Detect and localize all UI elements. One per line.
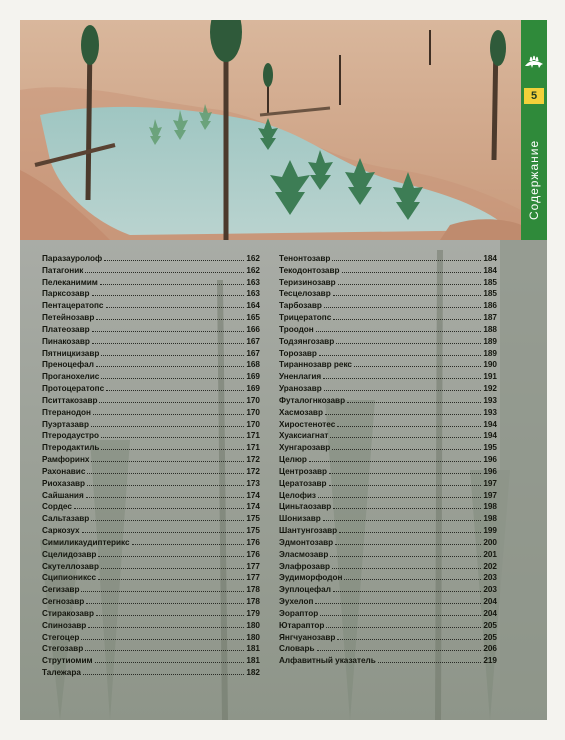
- entry-page: 206: [483, 644, 497, 654]
- entry-page: 175: [246, 514, 260, 524]
- dot-leader: [98, 579, 244, 580]
- dot-leader: [85, 272, 244, 273]
- index-entry: [42, 384, 260, 396]
- entry-page: 178: [246, 597, 260, 607]
- entry-name: Ютараптор: [279, 620, 325, 630]
- entry-page: 197: [483, 478, 497, 488]
- index-entry: [42, 467, 260, 479]
- book-page: [20, 20, 547, 720]
- entry-page: 197: [483, 490, 497, 500]
- entry-name: Эудиморфодон: [279, 573, 343, 583]
- entry-page: 162: [246, 265, 260, 275]
- entry-name: Птеродактиль: [42, 443, 100, 453]
- entry-name: Сордес: [42, 502, 72, 512]
- entry-name: Эухелоп: [279, 597, 314, 607]
- dot-leader: [333, 591, 481, 592]
- dot-leader: [74, 508, 244, 509]
- entry-name: Стегоцер: [42, 632, 80, 642]
- index-entry: [42, 597, 260, 609]
- index-entry: [279, 289, 497, 301]
- entry-page: 169: [246, 384, 260, 394]
- index-entry: [42, 313, 260, 325]
- index-entry: [42, 337, 260, 349]
- index-entry: [279, 443, 497, 455]
- index-entry: [279, 656, 497, 668]
- dot-leader: [326, 627, 481, 628]
- index-entry: [279, 585, 497, 597]
- entry-name: Янгчуанозавр: [279, 632, 336, 642]
- index-entry: [279, 526, 497, 538]
- entry-page: 174: [246, 490, 260, 500]
- entry-name: Симиликаудиптерикс: [42, 537, 130, 547]
- dot-leader: [329, 473, 481, 474]
- index-entry: [42, 325, 260, 337]
- dot-leader: [332, 568, 481, 569]
- entry-page: 172: [246, 466, 260, 476]
- index-entry: [279, 467, 497, 479]
- dot-leader: [95, 662, 245, 663]
- entry-page: 171: [246, 431, 260, 441]
- index-entry: [279, 266, 497, 278]
- dot-leader: [83, 674, 244, 675]
- index-entry: [42, 443, 260, 455]
- index-entry: [279, 609, 497, 621]
- dot-leader: [101, 355, 244, 356]
- dot-leader: [323, 520, 482, 521]
- entry-name: Пятницкизавр: [42, 348, 100, 358]
- dot-leader: [320, 615, 481, 616]
- index-entry: [279, 360, 497, 372]
- entry-page: 178: [246, 585, 260, 595]
- entry-page: 177: [246, 573, 260, 583]
- entry-page: 189: [483, 348, 497, 358]
- entry-name: Сегнозавр: [42, 597, 85, 607]
- entry-name: Торозавр: [279, 348, 317, 358]
- entry-name: Элафрозавр: [279, 561, 330, 571]
- dot-leader: [98, 556, 244, 557]
- entry-page: 167: [246, 348, 260, 358]
- dot-leader: [91, 520, 244, 521]
- landscape-illustration: [20, 20, 521, 240]
- index-entry: [42, 562, 260, 574]
- dot-leader: [87, 473, 244, 474]
- dot-leader: [335, 544, 481, 545]
- entry-page: 181: [246, 656, 260, 666]
- entry-page: 187: [483, 313, 497, 323]
- entry-name: Талежара: [42, 667, 81, 677]
- index-entry: [42, 538, 260, 550]
- entry-name: Тираннозавр рекс: [279, 360, 352, 370]
- entry-name: Стиракозавр: [42, 608, 94, 618]
- stegosaurus-icon: [524, 54, 544, 70]
- index-entry: [42, 585, 260, 597]
- entry-page: 168: [246, 360, 260, 370]
- entry-page: 169: [246, 372, 260, 382]
- dot-leader: [319, 355, 481, 356]
- dot-leader: [96, 615, 244, 616]
- index-entry: [42, 372, 260, 384]
- section-sidebar: [521, 20, 547, 242]
- entry-name: Тесцелозавр: [279, 289, 331, 299]
- entry-page: 199: [483, 526, 497, 536]
- index-entry: [42, 254, 260, 266]
- dot-leader: [338, 284, 482, 285]
- entry-name: Пситтакозавр: [42, 395, 98, 405]
- entry-name: Уненлагия: [279, 372, 322, 382]
- entry-name: Цератозавр: [279, 478, 327, 488]
- dot-leader: [332, 260, 481, 261]
- entry-name: Протоцератопс: [42, 384, 105, 394]
- dot-leader: [87, 485, 244, 486]
- entry-name: Рахонавис: [42, 466, 86, 476]
- entry-page: 163: [246, 277, 260, 287]
- entry-page: 205: [483, 620, 497, 630]
- index-entry: [279, 550, 497, 562]
- dot-leader: [106, 307, 245, 308]
- index-entry: [42, 514, 260, 526]
- index-entry: [279, 420, 497, 432]
- dot-leader: [101, 437, 244, 438]
- index-entry: [42, 633, 260, 645]
- entry-name: Сцелидозавр: [42, 549, 97, 559]
- entry-name: Патагоник: [42, 265, 84, 275]
- entry-name: Тарбозавр: [279, 301, 322, 311]
- index-entry: [42, 550, 260, 562]
- entry-page: 163: [246, 289, 260, 299]
- entry-name: Хунгарозавр: [279, 443, 331, 453]
- dot-leader: [378, 662, 482, 663]
- dot-leader: [92, 343, 244, 344]
- dot-leader: [337, 639, 481, 640]
- entry-page: 189: [483, 336, 497, 346]
- entry-page: 204: [483, 608, 497, 618]
- index-entry: [42, 491, 260, 503]
- entry-page: 164: [246, 301, 260, 311]
- index-entry: [279, 431, 497, 443]
- index-entry: [279, 597, 497, 609]
- entry-name: Проганохелис: [42, 372, 100, 382]
- index-area: [20, 240, 547, 720]
- entry-page: 196: [483, 455, 497, 465]
- entry-name: Текодонтозавр: [279, 265, 340, 275]
- dot-leader: [330, 556, 481, 557]
- dot-leader: [318, 497, 481, 498]
- entry-name: Пуэртазавр: [42, 419, 89, 429]
- entry-page: 185: [483, 289, 497, 299]
- index-entry: [279, 254, 497, 266]
- entry-page: 182: [246, 667, 260, 677]
- index-entry: [42, 301, 260, 313]
- dot-leader: [315, 603, 481, 604]
- entry-name: Уранозавр: [279, 384, 322, 394]
- entry-name: Птеранодон: [42, 407, 91, 417]
- entry-name: Эдмонтозавр: [279, 537, 334, 547]
- entry-page: 193: [483, 395, 497, 405]
- entry-name: Тенонтозавр: [279, 254, 331, 263]
- entry-name: Сципиониксc: [42, 573, 97, 583]
- index-entry: [279, 278, 497, 290]
- dot-leader: [330, 437, 481, 438]
- dot-leader: [92, 331, 245, 332]
- entry-name: Паразауролоф: [42, 254, 103, 263]
- entry-page: 194: [483, 431, 497, 441]
- dot-leader: [100, 284, 244, 285]
- index-entry: [42, 266, 260, 278]
- index-entry: [279, 384, 497, 396]
- entry-name: Теризинозавр: [279, 277, 336, 287]
- entry-page: 184: [483, 254, 497, 263]
- index-columns: [42, 254, 497, 680]
- entry-name: Петейнозавр: [42, 313, 95, 323]
- page-number: 5: [524, 88, 544, 104]
- entry-page: 170: [246, 419, 260, 429]
- entry-name: Алфавитный указатель: [279, 656, 376, 666]
- entry-name: Эуплоцефал: [279, 585, 331, 595]
- index-entry: [279, 455, 497, 467]
- dot-leader: [96, 319, 244, 320]
- entry-name: Спинозавр: [42, 620, 87, 630]
- dot-leader: [91, 461, 244, 462]
- index-entry: [279, 573, 497, 585]
- entry-name: Троодон: [279, 324, 314, 334]
- dot-leader: [101, 568, 244, 569]
- entry-page: 176: [246, 537, 260, 547]
- entry-page: 171: [246, 443, 260, 453]
- dot-leader: [86, 497, 245, 498]
- dot-leader: [324, 390, 482, 391]
- index-entry: [279, 514, 497, 526]
- entry-name: Паркcозавр: [42, 289, 90, 299]
- dot-leader: [337, 426, 481, 427]
- index-entry: [279, 396, 497, 408]
- index-entry: [42, 621, 260, 633]
- entry-name: Преноцефал: [42, 360, 94, 370]
- entry-page: 195: [483, 443, 497, 453]
- entry-page: 201: [483, 549, 497, 559]
- index-entry: [42, 573, 260, 585]
- entry-page: 184: [483, 265, 497, 275]
- entry-name: Эораптор: [279, 608, 319, 618]
- entry-page: 198: [483, 514, 497, 524]
- entry-name: Птеродаустро: [42, 431, 100, 441]
- entry-page: 219: [483, 656, 497, 666]
- dot-leader: [93, 414, 244, 415]
- index-column-right: [279, 254, 497, 680]
- entry-name: Трицератопс: [279, 313, 332, 323]
- entry-page: 202: [483, 561, 497, 571]
- entry-page: 175: [246, 526, 260, 536]
- dot-leader: [347, 402, 481, 403]
- entry-name: Целюр: [279, 455, 307, 465]
- entry-page: 165: [246, 313, 260, 323]
- entry-name: Стегозавр: [42, 644, 84, 654]
- index-entry: [42, 431, 260, 443]
- index-entry: [279, 479, 497, 491]
- index-entry: [279, 491, 497, 503]
- entry-name: Пинакозавр: [42, 336, 90, 346]
- entry-name: Сегизавр: [42, 585, 80, 595]
- index-entry: [279, 562, 497, 574]
- entry-name: Целофиз: [279, 490, 316, 500]
- dot-leader: [339, 532, 481, 533]
- dot-leader: [81, 639, 244, 640]
- index-entry: [279, 337, 497, 349]
- entry-name: Эласмозавр: [279, 549, 329, 559]
- entry-name: Пелеканимим: [42, 277, 98, 287]
- index-entry: [279, 644, 497, 656]
- entry-page: 180: [246, 620, 260, 630]
- entry-name: Скутеллозавр: [42, 561, 99, 571]
- entry-page: 191: [483, 372, 497, 382]
- entry-name: Циньтаозавр: [279, 502, 332, 512]
- entry-name: Рамфоринх: [42, 455, 90, 465]
- entry-page: 203: [483, 573, 497, 583]
- dot-leader: [91, 426, 244, 427]
- index-entry: [279, 502, 497, 514]
- entry-page: 203: [483, 585, 497, 595]
- dot-leader: [324, 307, 481, 308]
- index-entry: [279, 349, 497, 361]
- index-entry: [279, 621, 497, 633]
- dot-leader: [325, 414, 481, 415]
- index-entry: [42, 668, 260, 680]
- index-entry: [42, 609, 260, 621]
- dot-leader: [309, 461, 481, 462]
- entry-page: 180: [246, 632, 260, 642]
- index-entry: [279, 313, 497, 325]
- entry-page: 198: [483, 502, 497, 512]
- entry-name: Шантунгозавр: [279, 526, 338, 536]
- index-entry: [279, 301, 497, 313]
- index-entry: [42, 656, 260, 668]
- entry-page: 162: [246, 254, 260, 263]
- dot-leader: [342, 272, 482, 273]
- dot-leader: [101, 378, 244, 379]
- index-entry: [42, 396, 260, 408]
- dot-leader: [333, 319, 481, 320]
- entry-name: Хуаксиагнат: [279, 431, 329, 441]
- entry-name: Хасмозавр: [279, 407, 323, 417]
- index-entry: [279, 408, 497, 420]
- entry-name: Сальтазавр: [42, 514, 90, 524]
- entry-page: 186: [483, 301, 497, 311]
- entry-page: 188: [483, 324, 497, 334]
- entry-page: 190: [483, 360, 497, 370]
- dot-leader: [104, 260, 244, 261]
- dot-leader: [316, 331, 482, 332]
- entry-page: 177: [246, 561, 260, 571]
- dot-leader: [99, 402, 244, 403]
- index-entry: [42, 349, 260, 361]
- entry-page: 196: [483, 466, 497, 476]
- entry-name: Хиростенотес: [279, 419, 336, 429]
- entry-name: Футалогнкозавр: [279, 395, 346, 405]
- entry-page: 204: [483, 597, 497, 607]
- entry-name: Струтиомим: [42, 656, 93, 666]
- dot-leader: [86, 603, 244, 604]
- index-entry: [279, 372, 497, 384]
- index-entry: [279, 633, 497, 645]
- dot-leader: [332, 449, 481, 450]
- entry-page: 200: [483, 537, 497, 547]
- entry-page: 167: [246, 336, 260, 346]
- dot-leader: [333, 508, 481, 509]
- dot-leader: [96, 366, 244, 367]
- dot-leader: [354, 366, 481, 367]
- index-column-left: [42, 254, 260, 680]
- index-entry: [42, 479, 260, 491]
- entry-page: 166: [246, 324, 260, 334]
- entry-page: 172: [246, 455, 260, 465]
- entry-page: 174: [246, 502, 260, 512]
- dot-leader: [82, 532, 245, 533]
- index-entry: [42, 420, 260, 432]
- entry-name: Словарь: [279, 644, 315, 654]
- dot-leader: [132, 544, 245, 545]
- dot-leader: [317, 650, 482, 651]
- index-entry: [42, 408, 260, 420]
- index-entry: [42, 502, 260, 514]
- index-entry: [279, 538, 497, 550]
- index-entry: [42, 289, 260, 301]
- dot-leader: [344, 579, 481, 580]
- entry-page: 173: [246, 478, 260, 488]
- entry-name: Шонизавр: [279, 514, 321, 524]
- entry-page: 170: [246, 395, 260, 405]
- entry-page: 170: [246, 407, 260, 417]
- section-title: Содержание: [527, 139, 541, 221]
- entry-name: Тодзянгозавр: [279, 336, 335, 346]
- dot-leader: [106, 390, 244, 391]
- entry-page: 205: [483, 632, 497, 642]
- index-entry: [279, 325, 497, 337]
- entry-name: Саркозух: [42, 526, 80, 536]
- entry-page: 185: [483, 277, 497, 287]
- entry-page: 194: [483, 419, 497, 429]
- dot-leader: [88, 627, 244, 628]
- entry-name: Риохазавр: [42, 478, 86, 488]
- entry-page: 181: [246, 644, 260, 654]
- entry-name: Сайшания: [42, 490, 84, 500]
- dot-leader: [333, 295, 482, 296]
- dot-leader: [329, 485, 482, 486]
- dot-leader: [92, 295, 245, 296]
- index-entry: [42, 455, 260, 467]
- dot-leader: [81, 591, 244, 592]
- entry-page: 192: [483, 384, 497, 394]
- dot-leader: [101, 449, 244, 450]
- index-entry: [42, 360, 260, 372]
- entry-page: 179: [246, 608, 260, 618]
- entry-name: Пентацератопс: [42, 301, 104, 311]
- dot-leader: [336, 343, 481, 344]
- index-entry: [42, 526, 260, 538]
- index-entry: [42, 644, 260, 656]
- dot-leader: [85, 650, 244, 651]
- entry-name: Центрозавр: [279, 466, 328, 476]
- index-entry: [42, 278, 260, 290]
- entry-page: 193: [483, 407, 497, 417]
- entry-name: Платеозавр: [42, 324, 90, 334]
- dot-leader: [323, 378, 481, 379]
- entry-page: 176: [246, 549, 260, 559]
